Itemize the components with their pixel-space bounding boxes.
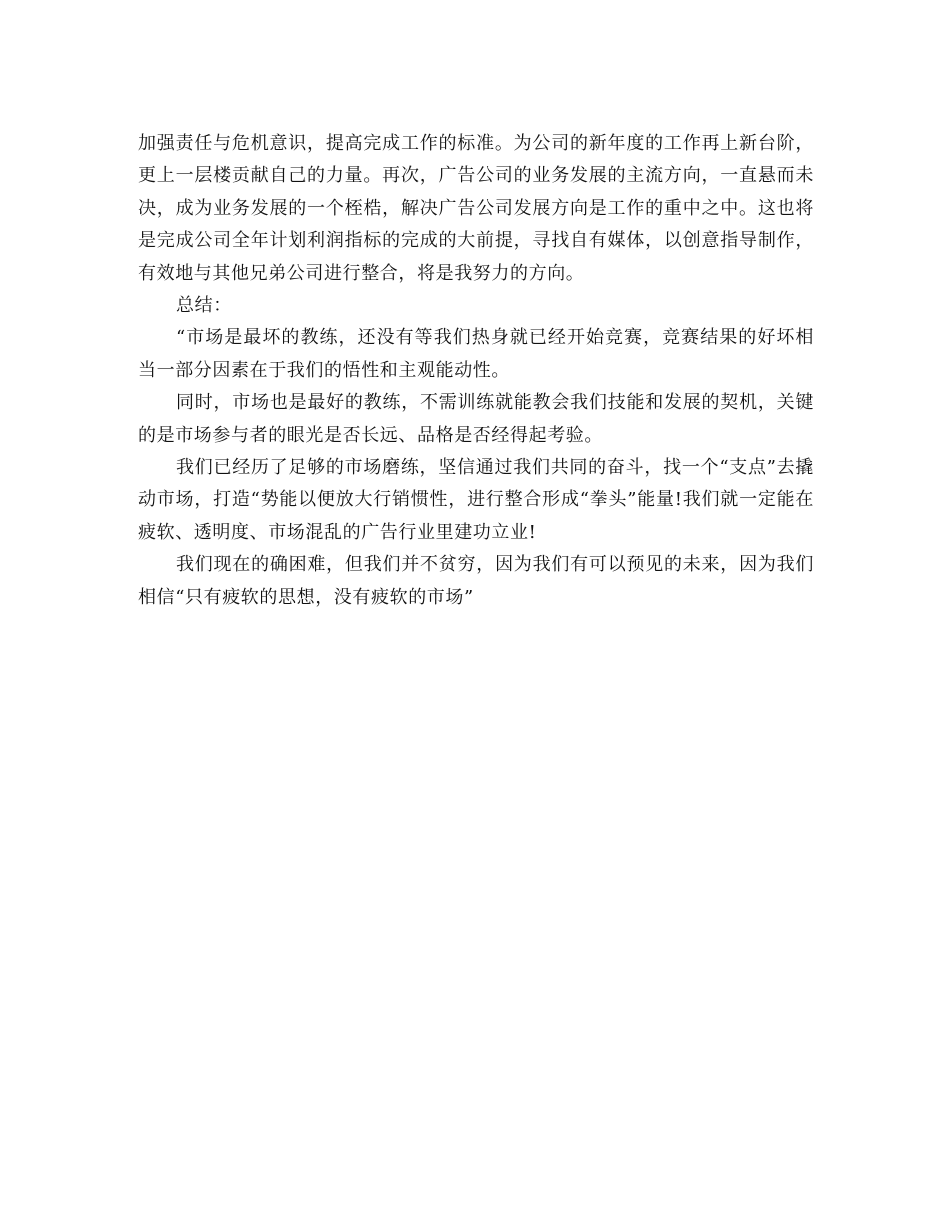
paragraph-market-training: 我们已经历了足够的市场磨练，坚信通过我们共同的奋斗，找一个“支点”去撬动市场，打造“势能以便放大行销惯性，进行整合形成“拳头”能量!我们就一定能在疲软、透明度、市场混乱的广告行业里建功立业! xyxy=(138,457,814,543)
paragraph-summary-heading: 总结： xyxy=(176,295,232,317)
document-body xyxy=(138,128,814,614)
paragraph-market-worst-coach: “市场是最坏的教练，还没有等我们热身就已经开始竞赛，竞赛结果的好坏相当一部分因素在于我们的悟性和主观能动性。 xyxy=(138,327,814,381)
paragraph-market-best-coach: 同时，市场也是最好的教练，不需训练就能教会我们技能和发展的契机，关键的是市场参与者的眼光是否长远、品格是否经得起考验。 xyxy=(138,392,814,446)
paragraph-continuation: 加强责任与危机意识，提高完成工作的标准。为公司的新年度的工作再上新台阶，更上一层楼贡献自己的力量。再次，广告公司的业务发展的主流方向，一直悬而未决，成为业务发展的一个桎梏，解决广告公司发展方向是工作的重中之中。这也将是完成公司全年计划利润指标的完成的大前提，寻找自有媒体，以创意指导制作，有效地与其他兄弟公司进行整合，将是我努力的方向。 xyxy=(138,133,814,284)
paragraph-conclusion: 我们现在的确困难，但我们并不贫穷，因为我们有可以预见的未来，因为我们相信“只有疲软的思想，没有疲软的市场” xyxy=(138,554,814,608)
